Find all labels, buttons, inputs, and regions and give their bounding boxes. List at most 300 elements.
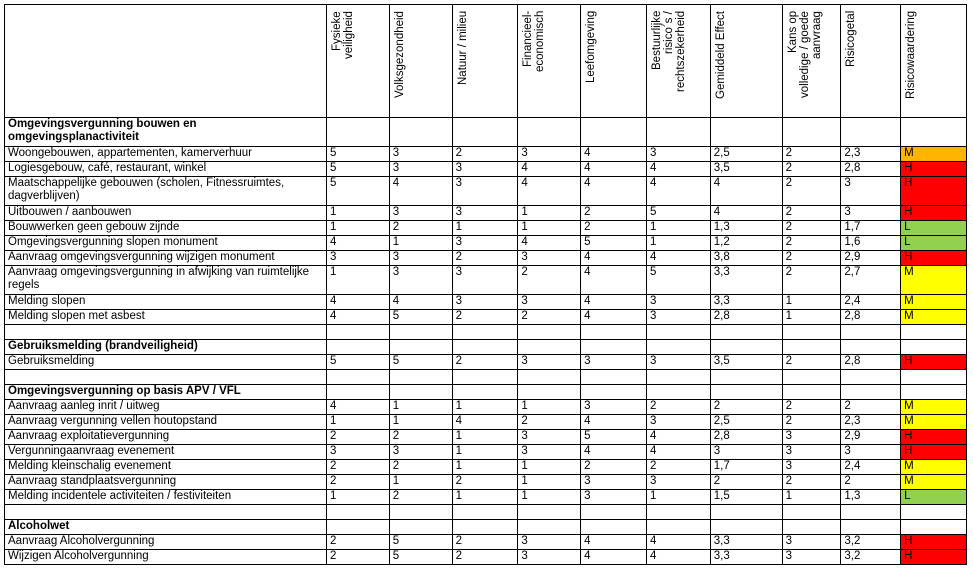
- empty-cell: [327, 385, 390, 400]
- value-cell: 2: [327, 535, 390, 550]
- empty-cell: [901, 385, 967, 400]
- risk-rating-cell: M: [901, 400, 967, 415]
- value-cell: 2,8: [710, 430, 782, 445]
- column-header: [841, 5, 901, 118]
- value-cell: 4: [581, 445, 647, 460]
- value-cell: 3: [581, 355, 647, 370]
- table-row: [5, 206, 967, 221]
- empty-cell: [327, 505, 390, 520]
- value-cell: 2,9: [841, 251, 901, 266]
- value-cell: 1: [327, 206, 390, 221]
- empty-cell: [841, 520, 901, 535]
- value-cell: 3: [389, 206, 452, 221]
- value-cell: 2: [452, 535, 518, 550]
- empty-cell: [389, 118, 452, 147]
- value-cell: 4: [518, 177, 581, 206]
- value-cell: 4: [710, 177, 782, 206]
- value-cell: 2: [389, 221, 452, 236]
- value-cell: 2: [327, 430, 390, 445]
- empty-cell: [581, 520, 647, 535]
- value-cell: 3: [581, 400, 647, 415]
- row-name: Uitbouwen / aanbouwen: [5, 206, 327, 221]
- value-cell: 2: [782, 400, 841, 415]
- empty-cell: [646, 505, 710, 520]
- header-row: [5, 5, 967, 118]
- value-cell: 2: [452, 251, 518, 266]
- row-name: Melding slopen met asbest: [5, 310, 327, 325]
- risk-rating-cell: M: [901, 147, 967, 162]
- empty-cell: [518, 505, 581, 520]
- column-header-label: Fysieke veiligheid: [331, 11, 356, 59]
- value-cell: 3,3: [710, 550, 782, 565]
- value-cell: 1: [518, 400, 581, 415]
- risk-rating-cell: M: [901, 266, 967, 295]
- empty-cell: [581, 370, 647, 385]
- value-cell: 2,4: [841, 295, 901, 310]
- risk-rating-cell: M: [901, 460, 967, 475]
- risk-rating-cell: L: [901, 236, 967, 251]
- column-header-label: Financieel- economisch: [522, 11, 547, 73]
- empty-cell: [841, 505, 901, 520]
- table-row: [5, 295, 967, 310]
- value-cell: 3: [646, 310, 710, 325]
- value-cell: 1: [327, 490, 390, 505]
- empty-cell: [710, 520, 782, 535]
- empty-cell: [841, 385, 901, 400]
- risk-rating-cell: H: [901, 206, 967, 221]
- empty-cell: [901, 340, 967, 355]
- value-cell: 1: [518, 460, 581, 475]
- empty-cell: [518, 340, 581, 355]
- column-header: [901, 5, 967, 118]
- value-cell: 2: [782, 177, 841, 206]
- column-header: [327, 5, 390, 118]
- table-row: [5, 266, 967, 295]
- row-name: Aanvraag Alcoholvergunning: [5, 535, 327, 550]
- column-header: [782, 5, 841, 118]
- risk-table: [4, 4, 967, 565]
- table-row: [5, 221, 967, 236]
- value-cell: 1: [518, 206, 581, 221]
- value-cell: 2: [782, 236, 841, 251]
- value-cell: 4: [581, 415, 647, 430]
- value-cell: 4: [581, 251, 647, 266]
- value-cell: 3: [782, 460, 841, 475]
- value-cell: 3,5: [710, 162, 782, 177]
- value-cell: 1,3: [841, 490, 901, 505]
- value-cell: 2,5: [710, 415, 782, 430]
- value-cell: 3: [782, 550, 841, 565]
- value-cell: 5: [389, 535, 452, 550]
- empty-cell: [646, 118, 710, 147]
- empty-cell: [452, 385, 518, 400]
- value-cell: 2,8: [841, 310, 901, 325]
- value-cell: 2: [518, 310, 581, 325]
- value-cell: 5: [389, 310, 452, 325]
- value-cell: 2: [518, 415, 581, 430]
- value-cell: 2: [389, 490, 452, 505]
- section-title: Gebruiksmelding (brandveiligheid): [5, 340, 327, 355]
- risk-rating-cell: H: [901, 355, 967, 370]
- value-cell: 4: [646, 162, 710, 177]
- value-cell: 2,3: [841, 147, 901, 162]
- table-row: [5, 460, 967, 475]
- empty-cell: [646, 520, 710, 535]
- empty-cell: [389, 520, 452, 535]
- value-cell: 2,5: [710, 147, 782, 162]
- value-cell: 3,2: [841, 535, 901, 550]
- value-cell: 5: [327, 177, 390, 206]
- value-cell: 2: [782, 206, 841, 221]
- value-cell: 3: [581, 490, 647, 505]
- value-cell: 2: [782, 251, 841, 266]
- value-cell: 2: [327, 475, 390, 490]
- value-cell: 2: [782, 147, 841, 162]
- risk-rating-cell: L: [901, 221, 967, 236]
- value-cell: 1: [452, 445, 518, 460]
- value-cell: 3: [710, 445, 782, 460]
- table-row: [5, 445, 967, 460]
- value-cell: 4: [646, 535, 710, 550]
- value-cell: 5: [581, 236, 647, 251]
- value-cell: 5: [581, 430, 647, 445]
- value-cell: 3: [518, 147, 581, 162]
- value-cell: 4: [646, 430, 710, 445]
- value-cell: 3: [646, 415, 710, 430]
- row-name: Maatschappelijke gebouwen (scholen, Fitnessruimtes, dagverblijven): [5, 177, 327, 206]
- value-cell: 4: [646, 445, 710, 460]
- value-cell: 3: [518, 295, 581, 310]
- empty-cell: [389, 505, 452, 520]
- value-cell: 1: [452, 460, 518, 475]
- value-cell: 1: [518, 221, 581, 236]
- value-cell: 5: [389, 355, 452, 370]
- table-row: [5, 535, 967, 550]
- empty-cell: [901, 370, 967, 385]
- risk-rating-cell: H: [901, 430, 967, 445]
- value-cell: 3: [389, 266, 452, 295]
- value-cell: 3: [389, 251, 452, 266]
- value-cell: 4: [518, 236, 581, 251]
- value-cell: 1: [389, 475, 452, 490]
- empty-cell: [841, 370, 901, 385]
- column-header: [581, 5, 647, 118]
- row-name: Logiesgebouw, café, restaurant, winkel: [5, 162, 327, 177]
- value-cell: 2: [710, 475, 782, 490]
- value-cell: 1: [452, 490, 518, 505]
- empty-cell: [901, 325, 967, 340]
- value-cell: 3,3: [710, 295, 782, 310]
- risk-rating-cell: H: [901, 550, 967, 565]
- value-cell: 2,7: [841, 266, 901, 295]
- empty-cell: [782, 520, 841, 535]
- value-cell: 3: [518, 445, 581, 460]
- empty-cell: [782, 118, 841, 147]
- empty-cell: [389, 385, 452, 400]
- value-cell: 2,8: [841, 162, 901, 177]
- table-row: [5, 475, 967, 490]
- value-cell: 2: [389, 460, 452, 475]
- value-cell: 3: [452, 295, 518, 310]
- value-cell: 4: [581, 162, 647, 177]
- value-cell: 4: [327, 236, 390, 251]
- value-cell: 2: [782, 475, 841, 490]
- section-title-row: [5, 520, 967, 535]
- value-cell: 4: [581, 550, 647, 565]
- empty-cell: [901, 505, 967, 520]
- section-title-row: [5, 385, 967, 400]
- value-cell: 3,2: [841, 550, 901, 565]
- value-cell: 1: [327, 266, 390, 295]
- value-cell: 2: [841, 400, 901, 415]
- empty-cell: [646, 340, 710, 355]
- table-body: [5, 118, 967, 565]
- value-cell: 3: [646, 295, 710, 310]
- empty-cell: [782, 340, 841, 355]
- empty-cell: [327, 325, 390, 340]
- column-header: [518, 5, 581, 118]
- value-cell: 3: [452, 162, 518, 177]
- value-cell: 1: [452, 400, 518, 415]
- risk-rating-cell: H: [901, 445, 967, 460]
- header-empty-cell: [5, 5, 327, 118]
- value-cell: 5: [389, 550, 452, 565]
- risk-rating-cell: M: [901, 310, 967, 325]
- value-cell: 3: [782, 445, 841, 460]
- column-header-label: Gemiddeld Effect: [714, 11, 727, 100]
- spacer-row: [5, 370, 967, 385]
- value-cell: 3: [518, 430, 581, 445]
- value-cell: 3: [841, 206, 901, 221]
- empty-cell: [841, 325, 901, 340]
- value-cell: 3: [518, 550, 581, 565]
- value-cell: 3: [452, 266, 518, 295]
- value-cell: 3: [646, 355, 710, 370]
- section-title: Alcoholwet: [5, 520, 327, 535]
- empty-cell: [710, 325, 782, 340]
- empty-cell: [581, 325, 647, 340]
- value-cell: 1: [782, 490, 841, 505]
- value-cell: 4: [389, 295, 452, 310]
- value-cell: 2: [452, 355, 518, 370]
- table-row: [5, 550, 967, 565]
- value-cell: 1,6: [841, 236, 901, 251]
- value-cell: 4: [581, 266, 647, 295]
- value-cell: 2: [782, 162, 841, 177]
- row-name: Gebruiksmelding: [5, 355, 327, 370]
- value-cell: 3: [782, 430, 841, 445]
- value-cell: 1: [389, 415, 452, 430]
- table-row: [5, 400, 967, 415]
- table-row: [5, 490, 967, 505]
- value-cell: 1: [518, 490, 581, 505]
- value-cell: 3: [782, 535, 841, 550]
- value-cell: 2,4: [841, 460, 901, 475]
- empty-cell: [646, 370, 710, 385]
- value-cell: 1,7: [710, 460, 782, 475]
- empty-cell: [581, 118, 647, 147]
- column-header-label: Natuur / milieu: [456, 11, 469, 86]
- value-cell: 3: [646, 147, 710, 162]
- empty-cell: [452, 340, 518, 355]
- section-title-row: [5, 118, 967, 147]
- empty-cell: [710, 118, 782, 147]
- empty-cell: [327, 370, 390, 385]
- value-cell: 4: [581, 310, 647, 325]
- column-header-label: Volksgezondheid: [393, 11, 406, 98]
- value-cell: 3: [452, 206, 518, 221]
- value-cell: 2,8: [841, 355, 901, 370]
- spacer-row: [5, 505, 967, 520]
- value-cell: 4: [646, 550, 710, 565]
- table-row: [5, 177, 967, 206]
- value-cell: 2: [452, 550, 518, 565]
- empty-cell: [452, 505, 518, 520]
- value-cell: 2: [581, 221, 647, 236]
- value-cell: 2: [782, 415, 841, 430]
- empty-cell: [782, 325, 841, 340]
- risk-rating-cell: M: [901, 475, 967, 490]
- value-cell: 4: [327, 310, 390, 325]
- risk-rating-cell: M: [901, 415, 967, 430]
- value-cell: 2,3: [841, 415, 901, 430]
- value-cell: 4: [646, 177, 710, 206]
- value-cell: 1: [782, 310, 841, 325]
- value-cell: 1: [389, 236, 452, 251]
- empty-cell: [389, 325, 452, 340]
- value-cell: 4: [646, 251, 710, 266]
- row-name: Aanvraag omgevingsvergunning in afwijking van ruimtelijke regels: [5, 266, 327, 295]
- value-cell: 4: [581, 295, 647, 310]
- value-cell: 4: [518, 162, 581, 177]
- value-cell: 4: [327, 295, 390, 310]
- risk-rating-cell: H: [901, 251, 967, 266]
- value-cell: 3: [389, 147, 452, 162]
- empty-cell: [518, 118, 581, 147]
- value-cell: 3: [841, 445, 901, 460]
- row-name: Omgevingsvergunning slopen monument: [5, 236, 327, 251]
- empty-cell: [5, 370, 327, 385]
- table-row: [5, 251, 967, 266]
- value-cell: 2: [452, 475, 518, 490]
- empty-cell: [710, 385, 782, 400]
- value-cell: 1: [646, 221, 710, 236]
- empty-cell: [646, 385, 710, 400]
- value-cell: 1,3: [710, 221, 782, 236]
- table-header: [5, 5, 967, 118]
- risk-rating-cell: H: [901, 535, 967, 550]
- value-cell: 2: [646, 400, 710, 415]
- value-cell: 3: [327, 251, 390, 266]
- table-row: [5, 162, 967, 177]
- row-name: Bouwwerken geen gebouw zijnde: [5, 221, 327, 236]
- value-cell: 2,8: [710, 310, 782, 325]
- column-header: [389, 5, 452, 118]
- empty-cell: [710, 370, 782, 385]
- risk-rating-cell: M: [901, 295, 967, 310]
- value-cell: 1: [646, 490, 710, 505]
- empty-cell: [452, 325, 518, 340]
- empty-cell: [710, 505, 782, 520]
- value-cell: 2: [710, 400, 782, 415]
- column-header: [646, 5, 710, 118]
- value-cell: 4: [389, 177, 452, 206]
- row-name: Aanvraag vergunning vellen houtopstand: [5, 415, 327, 430]
- value-cell: 3,3: [710, 266, 782, 295]
- value-cell: 3: [389, 445, 452, 460]
- empty-cell: [581, 385, 647, 400]
- value-cell: 2: [841, 475, 901, 490]
- value-cell: 2: [327, 460, 390, 475]
- risk-rating-cell: H: [901, 177, 967, 206]
- row-name: Woongebouwen, appartementen, kamerverhuur: [5, 147, 327, 162]
- value-cell: 4: [710, 206, 782, 221]
- value-cell: 1: [327, 415, 390, 430]
- value-cell: 5: [327, 162, 390, 177]
- value-cell: 1,2: [710, 236, 782, 251]
- value-cell: 3: [389, 162, 452, 177]
- value-cell: 3: [518, 251, 581, 266]
- value-cell: 3: [841, 177, 901, 206]
- empty-cell: [581, 340, 647, 355]
- value-cell: 2: [452, 147, 518, 162]
- value-cell: 4: [581, 147, 647, 162]
- empty-cell: [389, 340, 452, 355]
- value-cell: 5: [327, 147, 390, 162]
- table-row: [5, 355, 967, 370]
- value-cell: 3: [518, 355, 581, 370]
- value-cell: 5: [646, 266, 710, 295]
- empty-cell: [518, 370, 581, 385]
- empty-cell: [581, 505, 647, 520]
- value-cell: 1: [389, 400, 452, 415]
- value-cell: 1: [452, 221, 518, 236]
- value-cell: 3: [327, 445, 390, 460]
- column-header-label: Bestuurlijke risico´s / rechtszekerheid: [650, 11, 687, 93]
- empty-cell: [782, 385, 841, 400]
- empty-cell: [841, 340, 901, 355]
- empty-cell: [327, 520, 390, 535]
- column-header-label: Risicowaardering: [905, 11, 918, 100]
- column-header-label: Kans op volledige / goede aanvraag: [786, 11, 823, 98]
- row-name: Melding kleinschalig evenement: [5, 460, 327, 475]
- section-title: Omgevingsvergunning op basis APV / VFL: [5, 385, 327, 400]
- empty-cell: [901, 118, 967, 147]
- row-name: Aanvraag standplaatsvergunning: [5, 475, 327, 490]
- empty-cell: [841, 118, 901, 147]
- value-cell: 2: [782, 355, 841, 370]
- row-name: Wijzigen Alcoholvergunning: [5, 550, 327, 565]
- value-cell: 3,8: [710, 251, 782, 266]
- empty-cell: [646, 325, 710, 340]
- value-cell: 1: [518, 475, 581, 490]
- row-name: Aanvraag omgevingsvergunning wijzigen monument: [5, 251, 327, 266]
- value-cell: 3: [518, 535, 581, 550]
- table-row: [5, 236, 967, 251]
- empty-cell: [389, 370, 452, 385]
- value-cell: 1,7: [841, 221, 901, 236]
- value-cell: 2,9: [841, 430, 901, 445]
- value-cell: 4: [581, 535, 647, 550]
- value-cell: 3: [452, 236, 518, 251]
- empty-cell: [452, 520, 518, 535]
- value-cell: 4: [452, 415, 518, 430]
- value-cell: 2: [581, 460, 647, 475]
- column-header-label: Leefomgeving: [585, 11, 598, 84]
- spacer-row: [5, 325, 967, 340]
- empty-cell: [327, 340, 390, 355]
- row-name: Aanvraag aanleg inrit / uitweg: [5, 400, 327, 415]
